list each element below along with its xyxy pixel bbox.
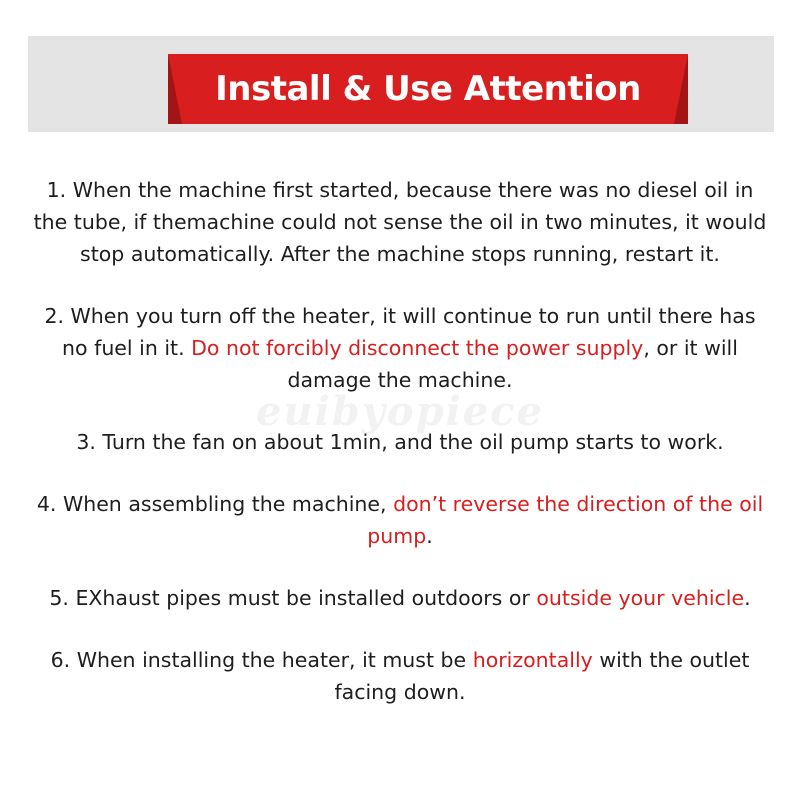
title-banner — [168, 54, 688, 124]
note-warning: horizontally — [472, 648, 593, 672]
note-text: EXhaust pipes must be installed outdoors or — [75, 586, 530, 610]
attention-list — [30, 174, 770, 708]
note-5 — [30, 582, 770, 614]
note-number: 1. — [46, 178, 67, 202]
page-title: Install & Use Attention — [215, 69, 641, 109]
note-text: Turn the fan on about 1min, and the oil pump starts to work. — [102, 430, 724, 454]
note-number: 3. — [76, 430, 96, 454]
note-2 — [30, 300, 770, 396]
note-number: 6. — [50, 648, 71, 672]
note-1 — [30, 174, 770, 270]
note-number: 2. — [44, 304, 64, 328]
note-text: . — [744, 586, 751, 610]
watermark: euibyopiece — [255, 388, 545, 435]
header-band — [28, 36, 774, 132]
note-text: , or it will damage the machine. — [287, 336, 738, 392]
note-text: When assembling the machine, — [62, 492, 387, 516]
note-4 — [30, 488, 770, 552]
note-text: with the outlet facing down. — [334, 648, 750, 704]
note-3 — [30, 426, 770, 458]
note-text: When you turn off the heater, it will continue to run until there has no fuel in it. — [62, 304, 756, 360]
note-text: . — [426, 524, 433, 548]
note-text: When the machine first started, because there was no diesel oil in the tube, if themachine could not sense the oil in two minutes, it would stop automatically. After the machine stops running, restart it. — [33, 178, 767, 266]
note-text: When installing the heater, it must be — [76, 648, 467, 672]
note-warning: outside your vehicle — [536, 586, 745, 610]
note-warning: don’t reverse the direction of the oil pump — [367, 492, 764, 548]
note-number: 5. — [49, 586, 69, 610]
note-number: 4. — [36, 492, 57, 516]
note-warning: Do not forcibly disconnect the power supply — [191, 336, 644, 360]
note-6 — [30, 644, 770, 708]
